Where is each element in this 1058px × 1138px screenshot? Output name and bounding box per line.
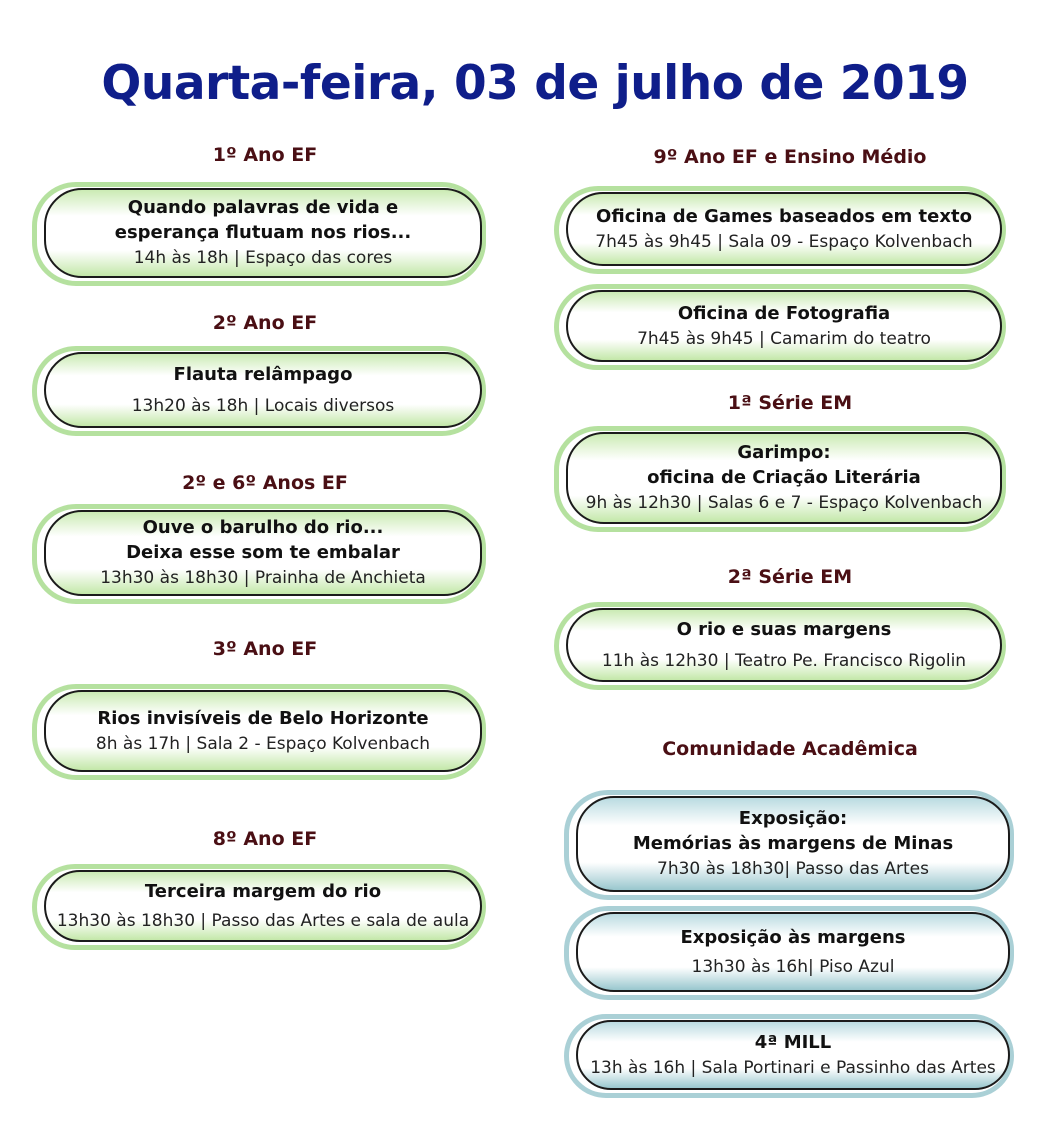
event-detail: 14h às 18h | Espaço das cores bbox=[133, 248, 393, 268]
section-heading-3-ano: 3º Ano EF bbox=[212, 638, 318, 660]
event-detail: 13h às 16h | Sala Portinari e Passinho das Artes bbox=[590, 1057, 996, 1078]
event-title: O rio e suas margens bbox=[676, 618, 892, 640]
event-card bbox=[44, 690, 482, 772]
section-heading-comunidade: Comunidade Acadêmica bbox=[662, 738, 918, 760]
event-title: Terceira margem do rio bbox=[144, 880, 382, 902]
event-title: 4ª MILL bbox=[754, 1031, 832, 1053]
event-title: Quando palavras de vida e esperança flutuam nos rios... bbox=[114, 197, 412, 243]
event-card bbox=[576, 912, 1010, 992]
section-heading-2-serie: 2ª Série EM bbox=[727, 566, 853, 588]
event-detail: 13h30 às 16h| Piso Azul bbox=[691, 956, 895, 977]
event-card bbox=[44, 188, 482, 278]
event-card bbox=[566, 290, 1002, 362]
page-title: Quarta-feira, 03 de julho de 2019 bbox=[101, 56, 969, 111]
event-detail: 7h45 às 9h45 | Camarim do teatro bbox=[637, 328, 931, 349]
event-card bbox=[566, 192, 1002, 266]
section-heading-9-ano: 9º Ano EF e Ensino Médio bbox=[653, 146, 927, 168]
section-heading-1-serie: 1ª Série EM bbox=[727, 392, 853, 414]
event-title: Exposição às margens bbox=[680, 926, 906, 948]
event-detail: 11h às 12h30 | Teatro Pe. Francisco Rigolin bbox=[601, 650, 967, 671]
event-title: Exposição: Memórias às margens de Minas bbox=[632, 808, 954, 854]
event-title: Ouve o barulho do rio... Deixa esse som te embalar bbox=[126, 517, 400, 563]
section-heading-1-ano: 1º Ano EF bbox=[212, 144, 318, 166]
event-title: Rios invisíveis de Belo Horizonte bbox=[97, 707, 429, 729]
event-card bbox=[576, 796, 1010, 892]
section-heading-8-ano: 8º Ano EF bbox=[212, 828, 318, 850]
event-detail: 7h30 às 18h30| Passo das Artes bbox=[657, 859, 929, 879]
event-detail: 13h20 às 18h | Locais diversos bbox=[131, 395, 395, 416]
event-card bbox=[566, 432, 1002, 524]
event-title: Oficina de Fotografia bbox=[677, 302, 891, 324]
event-title: Garimpo: oficina de Criação Literária bbox=[647, 442, 921, 488]
event-detail: 13h30 às 18h30 | Prainha de Anchieta bbox=[100, 568, 426, 588]
event-card bbox=[44, 352, 482, 428]
section-heading-2-6-anos: 2º e 6º Anos EF bbox=[182, 472, 348, 494]
event-title: Flauta relâmpago bbox=[173, 363, 353, 385]
event-card bbox=[44, 510, 482, 596]
event-card bbox=[576, 1020, 1010, 1090]
event-card bbox=[44, 870, 482, 942]
event-detail: 13h30 às 18h30 | Passo das Artes e sala de aula bbox=[56, 910, 470, 931]
event-detail: 9h às 12h30 | Salas 6 e 7 - Espaço Kolvenbach bbox=[585, 493, 983, 513]
event-title: Oficina de Games baseados em texto bbox=[596, 205, 972, 227]
event-card bbox=[566, 608, 1002, 682]
event-detail: 8h às 17h | Sala 2 - Espaço Kolvenbach bbox=[95, 733, 431, 754]
section-heading-2-ano: 2º Ano EF bbox=[212, 312, 318, 334]
event-detail: 7h45 às 9h45 | Sala 09 - Espaço Kolvenbach bbox=[595, 231, 973, 252]
